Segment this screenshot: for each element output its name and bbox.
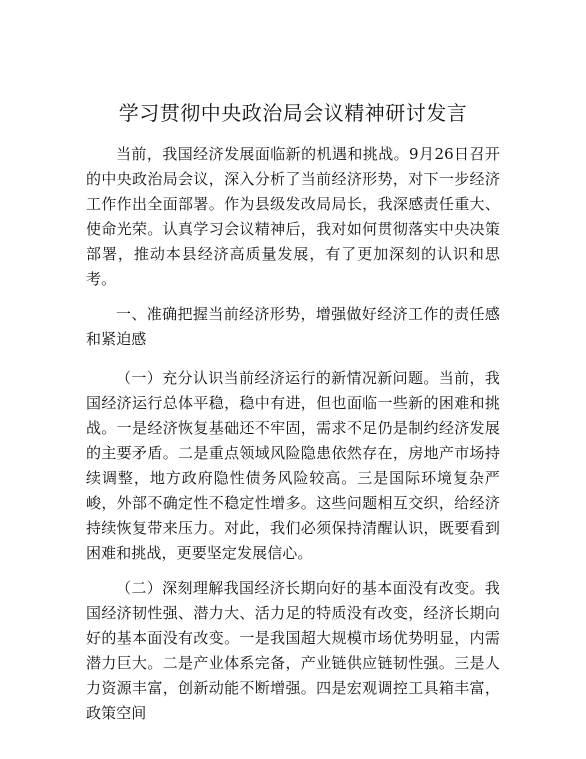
document-title: 学习贯彻中央政治局会议精神研讨发言: [118, 101, 468, 125]
subsection-paragraph-1: （一）充分认识当前经济运行的新情况新问题。当前，我国经济运行总体平稳，稳中有进，但也面临一些新的困难和挑战。一是经济恢复基础还不牢固，需求不足仍是制约经济发展的主要矛盾。二是重点领域风险隐患依然存在，房地产市场持续调整，地方政府隐性债务风险较高。三是国际环境复杂严峻，外部不确定性不稳定性增多。这些问题相互交织，给经济持续恢复带来压力。对此，我们必须保持清醒认识，既要看到困难和挑战，更要坚定发展信心。: [86, 369, 500, 562]
section-heading: 一、准确把握当前经济形势，增强做好经济工作的责任感和紧迫感: [86, 305, 500, 348]
subsection-paragraph-2: （二）深刻理解我国经济长期向好的基本面没有改变。我国经济韧性强、潜力大、活力足的特质没有改变，经济长期向好的基本面没有改变。一是我国超大规模市场优势明显，内需潜力巨大。二是产业体系完备，产业链供应链韧性强。三是人力资源丰富，创新动能不断增强。四是宏观调控工具箱丰富，政策空间: [86, 579, 500, 722]
document-page: [86, 98, 500, 736]
intro-paragraph: 当前，我国经济发展面临新的机遇和挑战。9月26日召开的中央政治局会议，深入分析了当前经济形势，对下一步经济工作作出全面部署。作为县级发改局局长，我深感责任重大、使命光荣。认真学习会议精神后，我对如何贯彻落实中央决策部署，推动本县经济高质量发展，有了更加深刻的认识和思考。: [86, 145, 500, 288]
